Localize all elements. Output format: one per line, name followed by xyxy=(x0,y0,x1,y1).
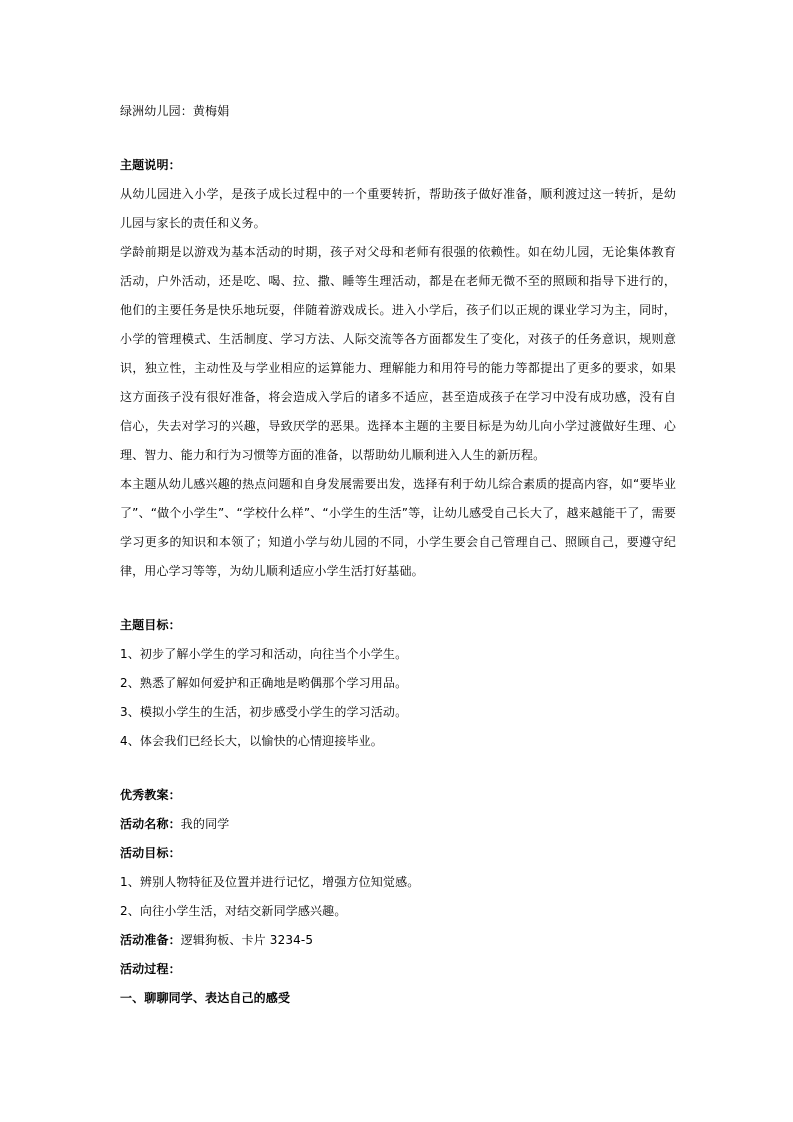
theme-description-heading: 主题说明： xyxy=(120,158,181,172)
spacer xyxy=(120,126,676,151)
process-label: 活动过程： xyxy=(120,962,181,976)
activity-goal-item: 1、辨别人物特征及位置并进行记忆，增强方位知觉感。 xyxy=(120,875,420,889)
activity-name-row xyxy=(120,810,676,839)
preparation-label: 活动准备： xyxy=(120,933,181,947)
preparation-row xyxy=(120,926,676,955)
theme-goal-item: 2、熟悉了解如何爱护和正确地是哟偶那个学习用品。 xyxy=(120,676,408,690)
preparation-value: 逻辑狗板、卡片 3234-5 xyxy=(180,933,314,947)
author-line: 绿洲幼儿园：黄梅娟 xyxy=(120,104,230,118)
document-body xyxy=(120,97,676,1013)
activity-goals-label: 活动目标： xyxy=(120,846,181,860)
activity-name-value: 我的同学 xyxy=(180,817,230,831)
spacer xyxy=(120,586,676,611)
lesson-heading: 优秀教案： xyxy=(120,788,181,802)
process-step-one: 一、聊聊同学、表达自己的感受 xyxy=(120,991,291,1005)
theme-description-paragraph-2: 学龄前期是以游戏为基本活动的时期，孩子对父母和老师有很强的依赖性。如在幼儿园，无论集体教育活动，户外活动，还是吃、喝、拉、撒、睡等生理活动，都是在老师无微不至的照顾和指导下进行的，他们的主要任务是快乐地玩耍，伴随着游戏成长。进入小学后，孩子们以正规的课业学习为主，同时，小学的管理模式、生活制度、学习方法、人际交流等各方面都发生了变化，对孩子的任务意识，规则意识，独立性，主动性及与学业相应的运算能力、理解能力和用符号的能力等都提出了更多的要求，如果这方面孩子没有很好准备，将会造成入学后的诸多不适应，甚至造成孩子在学习中没有成功感，没有自信心，失去对学习的兴趣，导致厌学的恶果。选择本主题的主要目标是为幼儿向小学过渡做好生理、心理、智力、能力和行为习惯等方面的准备，以帮助幼儿顺利进入人生的新历程。 xyxy=(120,245,676,462)
activity-goal-item: 2、向往小学生活，对结交新同学感兴趣。 xyxy=(120,904,347,918)
theme-goal-item: 4、体会我们已经长大，以愉快的心情迎接毕业。 xyxy=(120,734,383,748)
activity-name-label: 活动名称： xyxy=(120,817,181,831)
theme-goals-heading: 主题目标： xyxy=(120,618,181,632)
spacer xyxy=(120,756,676,781)
theme-description-paragraph-3: 本主题从幼儿感兴趣的热点问题和自身发展需要出发，选择有利于幼儿综合素质的提高内容，如“要毕业了”、“做个小学生”、“学校什么样”、“小学生的生活”等，让幼儿感受自己长大了，越来越能干了，需要学习更多的知识和本领了；知道小学与幼儿园的不同，小学生要会自己管理自己、照顾自己，要遵守纪律，用心学习等等，为幼儿顺利适应小学生活打好基础。 xyxy=(120,477,676,578)
theme-goal-item: 1、初步了解小学生的学习和活动，向往当个小学生。 xyxy=(120,647,408,661)
theme-goal-item: 3、模拟小学生的生活，初步感受小学生的学习活动。 xyxy=(120,705,408,719)
theme-description-paragraph-1: 从幼儿园进入小学，是孩子成长过程中的一个重要转折，帮助孩子做好准备，顺利渡过这一转折，是幼儿园与家长的责任和义务。 xyxy=(120,187,676,230)
